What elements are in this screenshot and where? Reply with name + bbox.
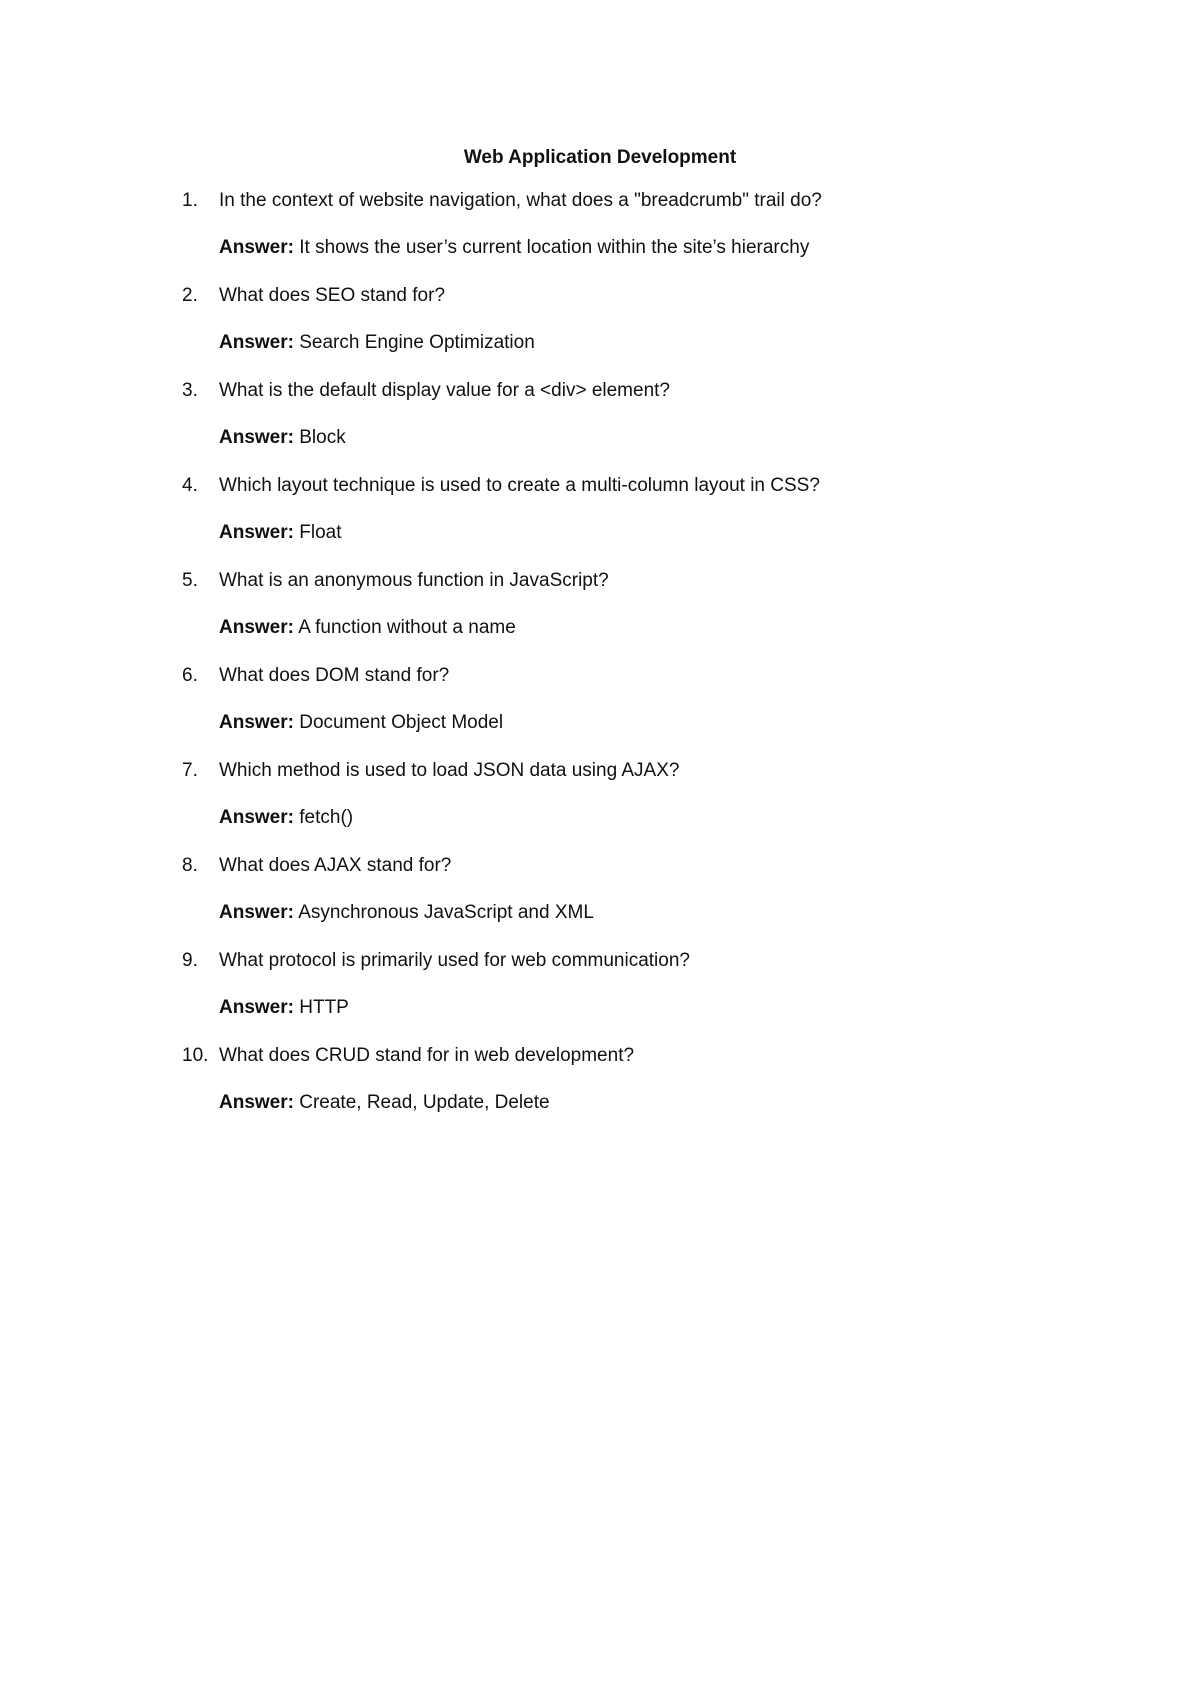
question-item [0,854,1200,949]
answer-row [219,521,342,545]
answer-row [219,806,353,830]
question-text: What does DOM stand for? [219,665,450,686]
answer-text: Float [299,522,342,543]
question-text: In the context of website navigation, what does a "breadcrumb" trail do? [219,190,822,211]
document-title: Web Application Development [463,147,737,168]
question-text: What does AJAX stand for? [219,855,452,876]
answer-text: Create, Read, Update, Delete [299,1092,550,1113]
answer-text: Search Engine Optimization [299,332,535,353]
question-item [0,189,1200,284]
question-item [0,759,1200,854]
answer-text: Block [299,427,346,448]
question-text: What is the default display value for a <div> element? [219,380,670,401]
answer-text: It shows the user’s current location within the site’s hierarchy [299,237,810,258]
answer-text: A function without a name [298,617,516,638]
answer-text: Document Object Model [299,712,504,733]
answer-label: Answer: [219,332,294,353]
question-item [0,1044,1200,1139]
answer-label: Answer: [219,522,294,543]
question-number: 2. [182,285,198,306]
question-text: What does SEO stand for? [219,285,446,306]
question-number: 10. [182,1045,209,1066]
answer-row [219,616,516,640]
answer-text: fetch() [299,807,354,828]
answer-row [219,1091,550,1115]
question-number: 8. [182,855,198,876]
question-number: 5. [182,570,198,591]
question-number: 9. [182,950,198,971]
answer-row [219,426,346,450]
answer-label: Answer: [219,427,294,448]
question-item [0,379,1200,474]
question-number: 7. [182,760,198,781]
question-item [0,284,1200,379]
answer-row [219,996,349,1020]
answer-row [219,236,809,260]
question-item [0,664,1200,759]
answer-label: Answer: [219,997,294,1018]
question-number: 3. [182,380,198,401]
question-number: 6. [182,665,198,686]
question-number: 1. [182,190,198,211]
answer-label: Answer: [219,807,294,828]
question-item [0,569,1200,664]
answer-row [219,711,503,735]
answer-label: Answer: [219,712,294,733]
question-text: What protocol is primarily used for web communication? [219,950,690,971]
question-list [0,189,1200,1139]
answer-text: Asynchronous JavaScript and XML [298,902,594,923]
answer-label: Answer: [219,1092,294,1113]
question-item [0,949,1200,1044]
question-number: 4. [182,475,198,496]
question-item [0,474,1200,569]
question-text: What does CRUD stand for in web development? [219,1045,635,1066]
answer-row [219,901,594,925]
answer-text: HTTP [299,997,349,1018]
answer-label: Answer: [219,617,294,638]
question-text: What is an anonymous function in JavaScript? [219,570,609,591]
answer-label: Answer: [219,237,294,258]
question-text: Which layout technique is used to create a multi-column layout in CSS? [219,475,820,496]
answer-label: Answer: [219,902,294,923]
question-text: Which method is used to load JSON data using AJAX? [219,760,680,781]
answer-row [219,331,535,355]
